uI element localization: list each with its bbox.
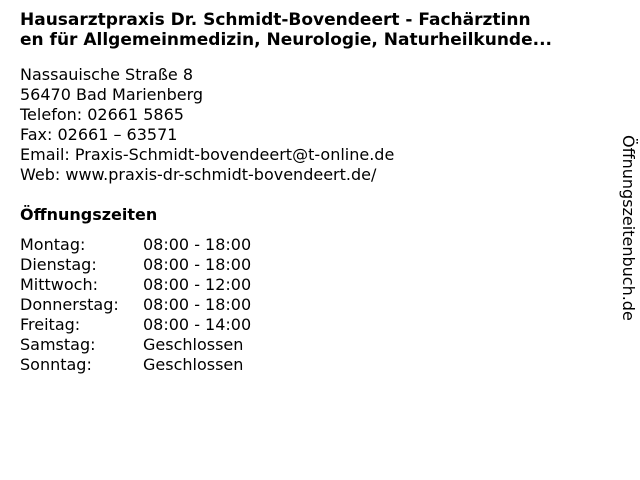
hours-time: 08:00 - 18:00 [143,235,252,254]
contact-fax: Fax: 02661 – 63571 [20,125,178,144]
address-street: Nassauische Straße 8 [20,65,194,84]
hours-time: Geschlossen [143,355,244,374]
contact-phone: Telefon: 02661 5865 [20,105,184,124]
hours-time: 08:00 - 14:00 [143,315,252,334]
hours-time: 08:00 - 18:00 [143,295,252,314]
hours-day: Donnerstag: [20,295,119,314]
page-title-line-1: Hausarztpraxis Dr. Schmidt-Bovendeert - Fachärztinn [20,10,531,30]
contact-web: Web: www.praxis-dr-schmidt-bovendeert.de/ [20,165,377,184]
contact-email: Email: Praxis-Schmidt-bovendeert@t-online.de [20,145,395,164]
hours-day: Sonntag: [20,355,92,374]
hours-time: 08:00 - 12:00 [143,275,252,294]
hours-time: 08:00 - 18:00 [143,255,252,274]
hours-day: Freitag: [20,315,81,334]
page-title-line-2: en für Allgemeinmedizin, Neurologie, Naturheilkunde... [20,30,552,50]
hours-day: Dienstag: [20,255,97,274]
address-city: 56470 Bad Marienberg [20,85,204,104]
hours-day: Samstag: [20,335,96,354]
opening-hours-heading: Öffnungszeiten [20,205,158,224]
hours-day: Mittwoch: [20,275,98,294]
page-title [20,10,620,50]
hours-time: Geschlossen [143,335,244,354]
contact-block [20,65,394,185]
hours-day: Montag: [20,235,86,254]
site-watermark: Öffnungszeitenbuch.de [619,135,638,321]
